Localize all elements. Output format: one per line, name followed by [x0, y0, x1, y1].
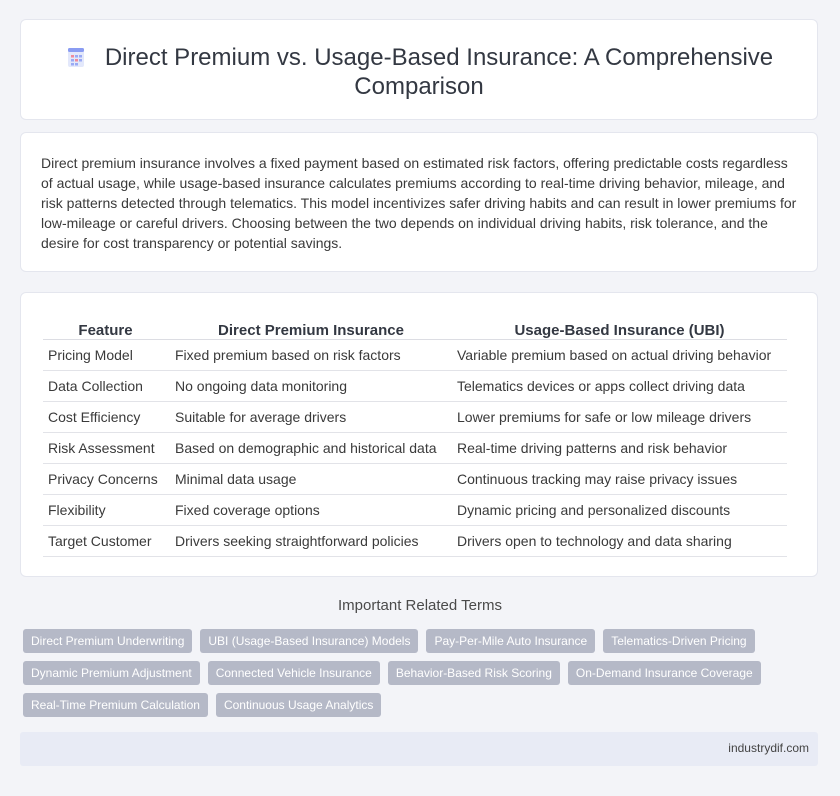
document-grid-icon	[65, 46, 87, 68]
table-cell: Suitable for average drivers	[170, 402, 452, 433]
table-row	[43, 402, 787, 433]
footer-site-link[interactable]: industrydif.com	[728, 741, 809, 755]
table-cell: Telematics devices or apps collect driving data	[452, 371, 787, 402]
table-cell: Privacy Concerns	[43, 464, 170, 495]
title-card	[20, 19, 818, 120]
table-cell: Fixed coverage options	[170, 495, 452, 526]
comparison-table	[43, 313, 787, 557]
summary-card	[20, 132, 818, 272]
header-direct-premium: Direct Premium Insurance	[170, 313, 452, 340]
table-cell: Based on demographic and historical data	[170, 433, 452, 464]
summary-paragraph: Direct premium insurance involves a fixed payment based on estimated risk factors, offering predictable costs regardless of actual usage, while usage-based insurance calculates premiums according to real-time driving behavior, mileage, and risk patterns detected through telematics. This model incentivizes safer driving habits and can result in lower premiums for low-mileage or careful drivers. Choosing between the two depends on individual driving habits, risk tolerance, and the desire for cost transparency or potential savings.	[41, 155, 797, 251]
page-title-text: Direct Premium vs. Usage-Based Insurance: A Comprehensive Comparison	[104, 44, 774, 100]
comparison-table-card	[20, 292, 818, 577]
header-feature: Feature	[43, 313, 170, 340]
related-term-tag[interactable]: Connected Vehicle Insurance	[208, 661, 380, 685]
table-row	[43, 371, 787, 402]
table-cell: Data Collection	[43, 371, 170, 402]
related-term-tag[interactable]: Telematics-Driven Pricing	[603, 629, 754, 653]
table-cell: Drivers open to technology and data sharing	[452, 526, 787, 557]
page-title	[61, 43, 777, 101]
related-term-tag[interactable]: Dynamic Premium Adjustment	[23, 661, 200, 685]
table-row	[43, 495, 787, 526]
related-terms-list	[23, 629, 803, 717]
table-cell: Lower premiums for safe or low mileage drivers	[452, 402, 787, 433]
related-terms-title: Important Related Terms	[338, 597, 502, 614]
related-term-tag[interactable]: Continuous Usage Analytics	[216, 693, 381, 717]
table-cell: Variable premium based on actual driving behavior	[452, 340, 787, 371]
related-term-tag[interactable]: Pay-Per-Mile Auto Insurance	[426, 629, 595, 653]
table-cell: Drivers seeking straightforward policies	[170, 526, 452, 557]
related-term-tag[interactable]: Direct Premium Underwriting	[23, 629, 192, 653]
table-cell: Cost Efficiency	[43, 402, 170, 433]
related-term-tag[interactable]: Real-Time Premium Calculation	[23, 693, 208, 717]
table-row	[43, 464, 787, 495]
related-term-tag[interactable]: On-Demand Insurance Coverage	[568, 661, 761, 685]
table-cell: Flexibility	[43, 495, 170, 526]
table-header-row	[43, 313, 787, 340]
table-cell: Risk Assessment	[43, 433, 170, 464]
related-term-tag[interactable]: Behavior-Based Risk Scoring	[388, 661, 560, 685]
table-cell: Pricing Model	[43, 340, 170, 371]
header-ubi: Usage-Based Insurance (UBI)	[452, 313, 787, 340]
table-row	[43, 526, 787, 557]
table-cell: Target Customer	[43, 526, 170, 557]
table-cell: Minimal data usage	[170, 464, 452, 495]
table-row	[43, 433, 787, 464]
table-cell: Fixed premium based on risk factors	[170, 340, 452, 371]
footer	[20, 732, 818, 766]
table-cell: Continuous tracking may raise privacy issues	[452, 464, 787, 495]
table-row	[43, 340, 787, 371]
table-cell: Dynamic pricing and personalized discounts	[452, 495, 787, 526]
table-cell: Real-time driving patterns and risk behavior	[452, 433, 787, 464]
table-cell: No ongoing data monitoring	[170, 371, 452, 402]
related-term-tag[interactable]: UBI (Usage-Based Insurance) Models	[200, 629, 418, 653]
